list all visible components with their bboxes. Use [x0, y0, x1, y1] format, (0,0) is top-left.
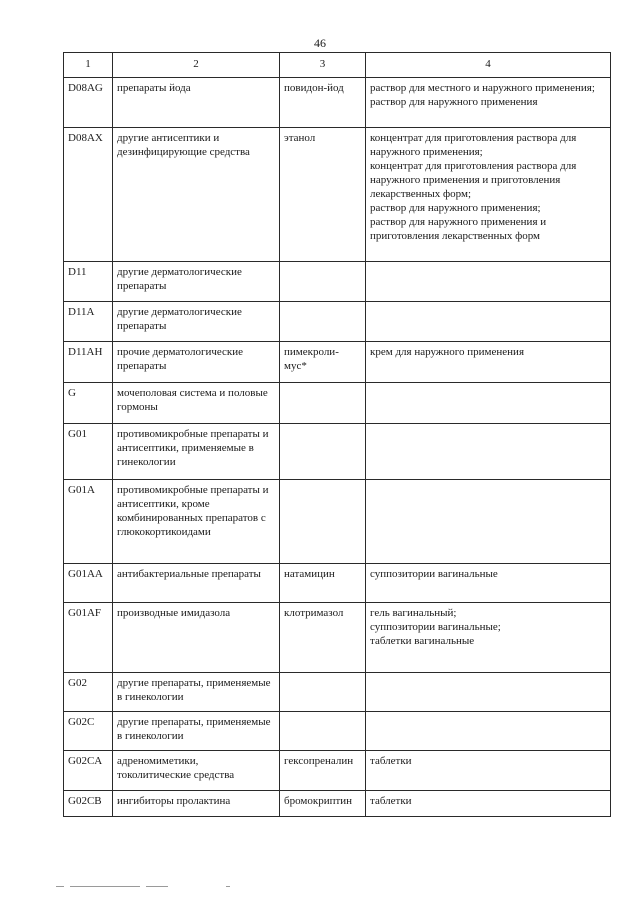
- table-row: [64, 480, 611, 564]
- table-row: [64, 603, 611, 673]
- drug-cell: [280, 712, 366, 751]
- forms-cell: [366, 342, 611, 383]
- forms-cell: [366, 383, 611, 424]
- header-col-1: 1: [64, 53, 113, 78]
- atc-code-cell: G02CB: [64, 791, 113, 817]
- drug-cell: натамицин: [280, 564, 366, 603]
- header-col-2: 2: [113, 53, 280, 78]
- form-line: раствор для местного и наружного применения;: [370, 82, 595, 94]
- table-row: [64, 751, 611, 791]
- table-row: [64, 128, 611, 262]
- form-line: концентрат для приготовления раствора для наружного применения;: [370, 132, 577, 158]
- drug-cell: бромокриптин: [280, 791, 366, 817]
- group-cell: адреномиметики, токолитические средства: [113, 751, 280, 791]
- drug-cell: пимекроли-мус*: [280, 342, 366, 383]
- drug-cell: [280, 673, 366, 712]
- table-row: [64, 78, 611, 128]
- group-cell: мочеполовая система и половые гормоны: [113, 383, 280, 424]
- group-cell: прочие дерматологические препараты: [113, 342, 280, 383]
- form-line: раствор для наружного применения и приготовления лекарственных форм: [370, 216, 547, 242]
- drug-cell: [280, 302, 366, 342]
- table-row: [64, 673, 611, 712]
- group-cell: производные имидазола: [113, 603, 280, 673]
- group-cell: ингибиторы пролактина: [113, 791, 280, 817]
- atc-code-cell: D11AH: [64, 342, 113, 383]
- drug-cell: [280, 383, 366, 424]
- atc-code-cell: G01A: [64, 480, 113, 564]
- table-row: [64, 342, 611, 383]
- forms-cell: [366, 673, 611, 712]
- form-line: суппозитории вагинальные: [370, 568, 498, 580]
- forms-cell: [366, 712, 611, 751]
- group-cell: противомикробные препараты и антисептики, кроме комбинированных препаратов с глюкокортикоидами: [113, 480, 280, 564]
- atc-code-cell: G01AA: [64, 564, 113, 603]
- forms-cell: [366, 302, 611, 342]
- group-cell: другие препараты, применяемые в гинекологии: [113, 673, 280, 712]
- scan-artifact-marks: [56, 886, 256, 888]
- drug-cell: [280, 262, 366, 302]
- forms-cell: [366, 128, 611, 262]
- drug-cell: [280, 480, 366, 564]
- header-col-3: 3: [280, 53, 366, 78]
- forms-cell: [366, 480, 611, 564]
- form-line: суппозитории вагинальные;: [370, 621, 501, 633]
- header-col-4: 4: [366, 53, 611, 78]
- group-cell: другие антисептики и дезинфицирующие средства: [113, 128, 280, 262]
- form-line: раствор для наружного применения;: [370, 202, 541, 214]
- drug-cell: клотримазол: [280, 603, 366, 673]
- form-line: концентрат для приготовления раствора для наружного применения и приготовления лекарственных форм;: [370, 160, 577, 200]
- drug-cell: этанол: [280, 128, 366, 262]
- atc-code-cell: G01AF: [64, 603, 113, 673]
- form-line: крем для наружного применения: [370, 346, 525, 358]
- group-cell: другие дерматологические препараты: [113, 262, 280, 302]
- form-line: раствор для наружного применения: [370, 96, 538, 108]
- group-cell: препараты йода: [113, 78, 280, 128]
- form-line: таблетки вагинальные: [370, 635, 475, 647]
- drug-cell: [280, 424, 366, 480]
- atc-code-cell: G01: [64, 424, 113, 480]
- drug-cell: повидон-йод: [280, 78, 366, 128]
- atc-code-cell: G: [64, 383, 113, 424]
- table-row: [64, 302, 611, 342]
- table-row: [64, 791, 611, 817]
- table-header-row: [64, 53, 611, 78]
- forms-cell: [366, 603, 611, 673]
- forms-cell: [366, 78, 611, 128]
- table-row: [64, 712, 611, 751]
- table-row: [64, 383, 611, 424]
- atc-code-cell: D08AG: [64, 78, 113, 128]
- drug-cell: гексопреналин: [280, 751, 366, 791]
- table-row: [64, 262, 611, 302]
- table-row: [64, 564, 611, 603]
- atc-code-cell: D08AX: [64, 128, 113, 262]
- atc-code-cell: D11A: [64, 302, 113, 342]
- atc-code-cell: G02CA: [64, 751, 113, 791]
- drug-table: [63, 52, 611, 817]
- forms-cell: [366, 424, 611, 480]
- forms-cell: [366, 564, 611, 603]
- form-line: таблетки: [370, 755, 412, 767]
- group-cell: антибактериальные препараты: [113, 564, 280, 603]
- group-cell: другие дерматологические препараты: [113, 302, 280, 342]
- form-line: гель вагинальный;: [370, 607, 457, 619]
- form-line: таблетки: [370, 795, 412, 807]
- page-number: 46: [314, 36, 326, 50]
- table-row: [64, 424, 611, 480]
- group-cell: противомикробные препараты и антисептики, применяемые в гинекологии: [113, 424, 280, 480]
- group-cell: другие препараты, применяемые в гинекологии: [113, 712, 280, 751]
- forms-cell: [366, 791, 611, 817]
- atc-code-cell: D11: [64, 262, 113, 302]
- forms-cell: [366, 751, 611, 791]
- atc-code-cell: G02: [64, 673, 113, 712]
- atc-code-cell: G02C: [64, 712, 113, 751]
- forms-cell: [366, 262, 611, 302]
